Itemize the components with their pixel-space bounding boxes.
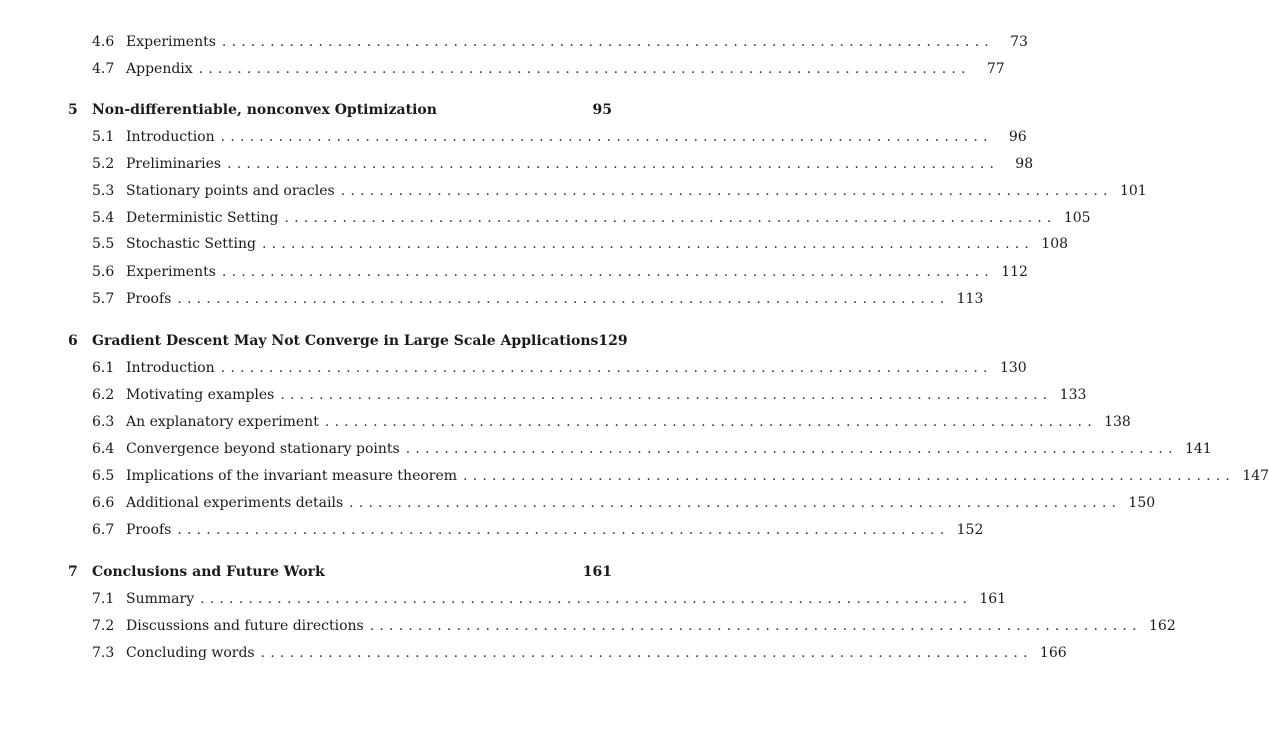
toc-section-entry[interactable] bbox=[92, 31, 1028, 53]
entry-number: 4.6 bbox=[92, 34, 115, 50]
entry-title: Additional experiments details bbox=[126, 495, 344, 511]
entry-page-number: 73 bbox=[1010, 34, 1028, 50]
entry-number: 5.6 bbox=[92, 264, 115, 280]
entry-page-number: 112 bbox=[1001, 264, 1028, 280]
toc-section-entry[interactable] bbox=[92, 180, 1147, 202]
toc-chapter-entry[interactable] bbox=[68, 99, 612, 121]
entry-title: Proofs bbox=[126, 291, 172, 307]
toc-section-entry[interactable] bbox=[92, 642, 1067, 664]
entry-page-number: 133 bbox=[1059, 387, 1087, 403]
entry-page-number: 130 bbox=[999, 360, 1027, 376]
entry-title: Implications of the invariant measure theorem bbox=[126, 468, 458, 484]
toc-section-entry[interactable] bbox=[92, 261, 1028, 283]
entry-page-number: 96 bbox=[1008, 129, 1027, 145]
entry-number: 6 bbox=[68, 333, 78, 349]
entry-number: 5.3 bbox=[92, 183, 115, 199]
dot-leader: ................................................................................ bbox=[324, 414, 1097, 430]
toc-section-entry[interactable] bbox=[92, 465, 1269, 487]
toc-section-entry[interactable] bbox=[92, 438, 1212, 460]
toc-section-entry[interactable] bbox=[92, 288, 984, 310]
entry-page-number: 138 bbox=[1104, 414, 1131, 430]
entry-number: 6.1 bbox=[92, 360, 115, 376]
entry-page-number: 161 bbox=[582, 564, 612, 580]
toc-section-entry[interactable] bbox=[92, 207, 1091, 229]
toc-section-entry[interactable] bbox=[92, 357, 1027, 379]
entry-title: Convergence beyond stationary points bbox=[126, 441, 400, 457]
entry-number: 5.5 bbox=[92, 236, 115, 252]
toc-chapter-entry[interactable] bbox=[68, 561, 612, 583]
dot-leader: ................................................................................ bbox=[221, 264, 994, 280]
toc-section-entry[interactable] bbox=[92, 588, 1007, 610]
entry-page-number: 129 bbox=[598, 333, 628, 349]
entry-number: 6.3 bbox=[92, 414, 115, 430]
entry-page-number: 150 bbox=[1128, 495, 1156, 511]
entry-page-number: 147 bbox=[1242, 468, 1269, 484]
entry-title: Conclusions and Future Work bbox=[92, 564, 325, 580]
entry-number: 5 bbox=[68, 102, 78, 118]
entry-title: Preliminaries bbox=[126, 156, 222, 172]
entry-number: 5.7 bbox=[92, 291, 115, 307]
entry-title: Stochastic Setting bbox=[126, 236, 257, 252]
toc-section-entry[interactable] bbox=[92, 411, 1131, 433]
toc-section-entry[interactable] bbox=[92, 492, 1156, 514]
entry-page-number: 162 bbox=[1149, 618, 1176, 634]
entry-page-number: 166 bbox=[1039, 645, 1067, 661]
entry-title: An explanatory experiment bbox=[126, 414, 319, 430]
toc-section-entry[interactable] bbox=[92, 615, 1176, 637]
dot-leader: ................................................................................ bbox=[284, 210, 1057, 226]
entry-number: 5.4 bbox=[92, 210, 115, 226]
dot-leader: ................................................................................ bbox=[262, 236, 1035, 252]
entry-title: Summary bbox=[126, 591, 195, 607]
entry-number: 7.2 bbox=[92, 618, 115, 634]
dot-leader: ................................................................................ bbox=[200, 591, 973, 607]
entry-number: 7 bbox=[68, 564, 78, 580]
entry-title: Stationary points and oracles bbox=[126, 183, 335, 199]
entry-title: Appendix bbox=[126, 61, 193, 77]
dot-leader: ................................................................................ bbox=[405, 441, 1178, 457]
dot-leader: ................................................................................ bbox=[221, 34, 994, 50]
entry-number: 7.3 bbox=[92, 645, 115, 661]
dot-leader: ................................................................................ bbox=[220, 129, 993, 145]
entry-number: 5.1 bbox=[92, 129, 115, 145]
dot-leader: ................................................................................ bbox=[260, 645, 1033, 661]
dot-leader: ................................................................................ bbox=[280, 387, 1053, 403]
dot-leader: ................................................................................ bbox=[463, 468, 1236, 484]
entry-title: Introduction bbox=[126, 360, 215, 376]
entry-number: 6.2 bbox=[92, 387, 115, 403]
toc-section-entry[interactable] bbox=[92, 233, 1069, 255]
toc-section-entry[interactable] bbox=[92, 153, 1034, 175]
entry-number: 7.1 bbox=[92, 591, 115, 607]
entry-page-number: 108 bbox=[1041, 236, 1069, 252]
entry-title: Gradient Descent May Not Converge in Large Scale Applications bbox=[92, 333, 599, 349]
dot-leader: ................................................................................ bbox=[177, 291, 950, 307]
entry-page-number: 95 bbox=[592, 102, 612, 118]
entry-title: Discussions and future directions bbox=[126, 618, 364, 634]
dot-leader: ................................................................................ bbox=[227, 156, 1000, 172]
toc-section-entry[interactable] bbox=[92, 384, 1087, 406]
dot-leader: ................................................................................ bbox=[340, 183, 1113, 199]
entry-title: Non-differentiable, nonconvex Optimization bbox=[92, 102, 437, 118]
entry-number: 4.7 bbox=[92, 61, 115, 77]
entry-title: Proofs bbox=[126, 522, 172, 538]
entry-page-number: 101 bbox=[1119, 183, 1147, 199]
entry-page-number: 105 bbox=[1063, 210, 1091, 226]
entry-title: Deterministic Setting bbox=[126, 210, 279, 226]
dot-leader: ................................................................................ bbox=[349, 495, 1122, 511]
entry-number: 6.6 bbox=[92, 495, 115, 511]
entry-number: 6.5 bbox=[92, 468, 115, 484]
entry-title: Experiments bbox=[126, 264, 216, 280]
toc-section-entry[interactable] bbox=[92, 58, 1005, 80]
entry-number: 6.4 bbox=[92, 441, 115, 457]
entry-title: Motivating examples bbox=[126, 387, 275, 403]
dot-leader: ................................................................................ bbox=[177, 522, 950, 538]
entry-title: Experiments bbox=[126, 34, 216, 50]
dot-leader: ................................................................................ bbox=[198, 61, 971, 77]
entry-page-number: 113 bbox=[956, 291, 984, 307]
entry-page-number: 152 bbox=[956, 522, 984, 538]
toc-section-entry[interactable] bbox=[92, 519, 984, 541]
toc-section-entry[interactable] bbox=[92, 126, 1027, 148]
entry-page-number: 141 bbox=[1184, 441, 1212, 457]
entry-page-number: 77 bbox=[986, 61, 1005, 77]
dot-leader: ................................................................................ bbox=[220, 360, 993, 376]
entry-title: Concluding words bbox=[126, 645, 255, 661]
entry-number: 5.2 bbox=[92, 156, 115, 172]
entry-page-number: 98 bbox=[1015, 156, 1034, 172]
entry-number: 6.7 bbox=[92, 522, 115, 538]
toc-chapter-entry[interactable] bbox=[68, 330, 628, 352]
entry-page-number: 161 bbox=[979, 591, 1007, 607]
dot-leader: ................................................................................ bbox=[369, 618, 1142, 634]
entry-title: Introduction bbox=[126, 129, 215, 145]
